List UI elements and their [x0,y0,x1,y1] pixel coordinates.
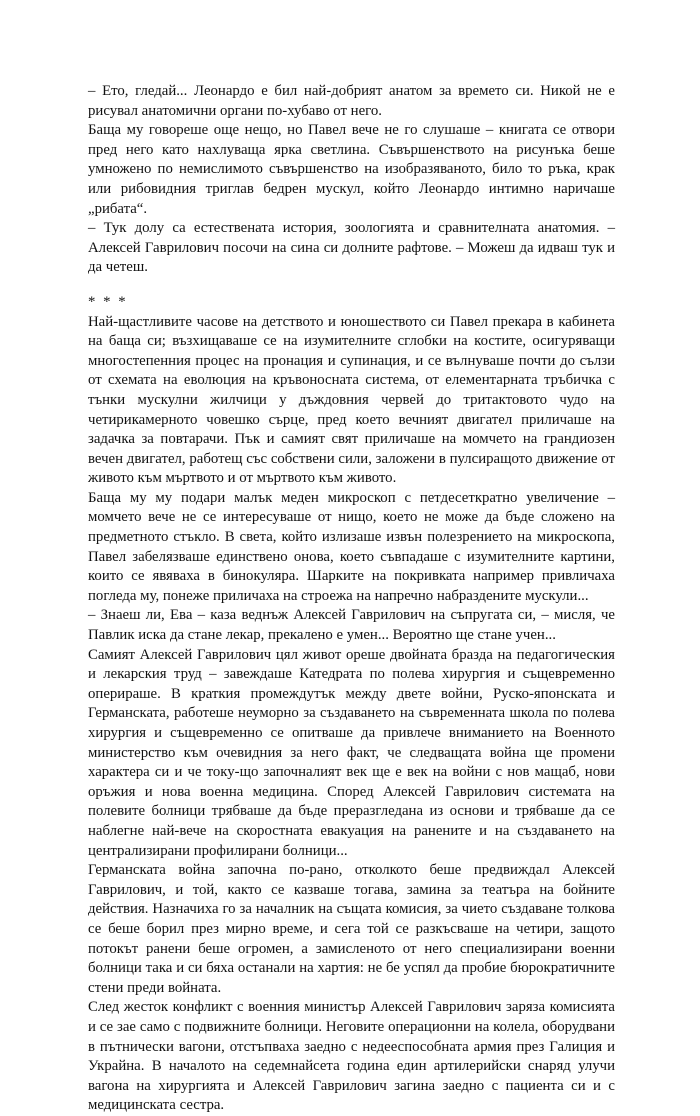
paragraph-happiest-hours: Най-щастливите часове на детството и юношеството си Павел прекара в кабинета на баща си; възхищаваше се на изумителните сглобки на костите, осигуряващи многостепенния процес на пронация и супинация, и се вълнуваше почти до сълзи от схемата на еволюция на кръвоносната система, от елементарната тръбичка с тънки мускулни жилчици у дъждовния червей до тритактовото чудо на четирикамерното човешко сърце, пред което вечният двигател приличаше на задачка за повтарачи. Пък и самият свят приличаше на момчето на грандиозен вечен двигател, работещ със собствени сили, заложени в пулсиращото движение от живото към мъртвото и от мъртвото към живото. [88,313,615,487]
paragraph-pedagogy-surgery: Самият Алексей Гаврилович цял живот ореше двойната бразда на педагогическия и лекарския труд – завеждаше Катедрата по полева хирургия и същевременно оперираше. В краткия промеждутък между двете войни, Руско-японската и Германската, работеше неуморно за създаването на съвременната школа по полева хирургия и същевременно се опитваше да привлече вниманието на Военното министерство към очевидния за него факт, че следващата война ще промени характера си и че току-що започналият век ще е век на войни с нов мащаб, нови оръжия и нова военна медицина. Според Алексей Гаврилович системата на полевите болници трябваше да бъде преразгледана из основи и трябваше да се наблегне най-вече на скоростната евакуация на ранените и на създаването на централизирани профилирани болници... [88,646,615,859]
paragraph-book-opened: Баща му говореше още нещо, но Павел вече не го слушаше – книгата се отвори пред него като нахлуваща ярка светлина. Съвършенството на рисунъка беше умножено по немислимото съвършенство на изобразяваното, било то ръка, крак или рибовидния триглав бедрен мускул, който Леонардо интимно наричаше „рибата“. [88,122,615,217]
paragraph-mobile-hospitals: След жесток конфликт с военния министър Алексей Гаврилович заряза комисията и се зае само с подвижните болници. Неговите операционни на колела, оборудвани в пътнически вагони, отстъпваха заедно с недееспособната армия през Галиция и Украйна. В началото на седемнайсета година един артилерийски снаряд улучи вагона на хирургията и Алексей Гаврилович загина заедно с пациента си и с медицинската сестра. [88,999,615,1114]
paragraph-leonardo-anatomist: – Ето, гледай... Леонардо е бил най-добрият анатом за времето си. Никой не е рисувал анатомични органи по-хубаво от него. [88,83,615,119]
section-break: * * * [88,293,128,310]
paragraph-lower-shelves: – Тук долу са естествената история, зоологията и сравнителната анатомия. – Алексей Гаврилович посочи на сина си долните рафтове. – Можеш да идваш тук и да четеш. [88,220,615,276]
document-page [88,82,615,1116]
paragraph-eva-dialogue: – Знаеш ли, Ева – каза веднъж Алексей Гаврилович на съпругата си, – мисля, че Павлик иска да стане лекар, прекалено е умен... Вероятно ще стане учен... [88,607,615,644]
paragraph-german-war: Германската война започна по-рано, отколкото беше предвиждал Алексей Гаврилович, и той, както се казваше тогава, замина за театъра на бойните действия. Назначиха го за началник на същата комисия, за чието създаване толкова се беше борил през мирно време, и сега той се разкъсваше на четири, защото потокът ранени беше огромен, а замисленото от него специализирани военни болници така и си бяха останали на хартия: не бе успял да пробие бюрократичните стени преди войната. [88,862,615,996]
paragraph-microscope-gift: Баща му му подари малък меден микроскоп с петдесеткратно увеличение – момчето вече не се интересуваше от нищо, което не може да бъде сложено на предметното стъкло. В света, който излизаше извън полезрението на микроскопа, Павел забелязваше единствено онова, което съвпадаше с изумителните картини, които се явяваха в бинокуляра. Шарките на покривката например привличаха погледа му, понеже приличаха на строежа на напречно набраздените мускули... [88,489,615,604]
